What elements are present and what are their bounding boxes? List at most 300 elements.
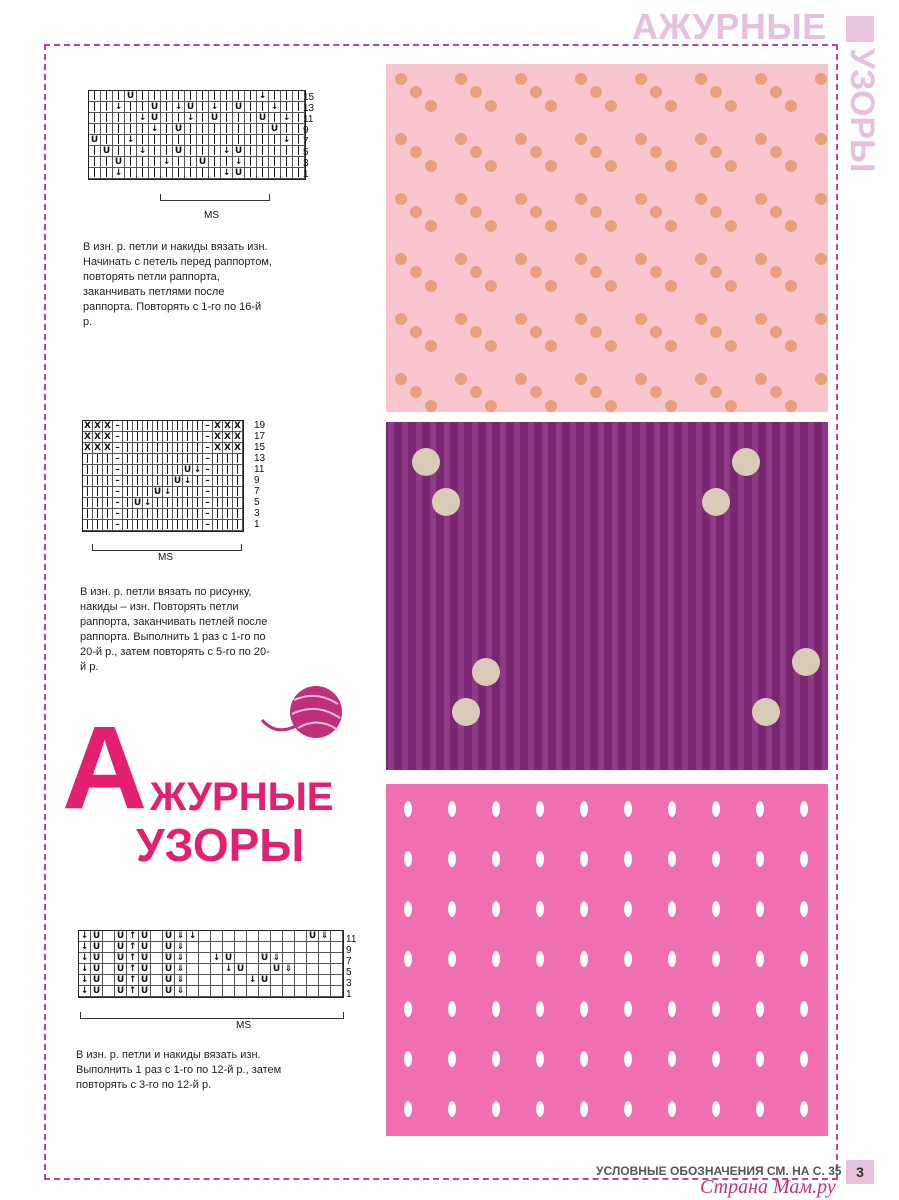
chart-cell: U	[149, 113, 161, 124]
chart-cell: X	[103, 432, 113, 443]
chart-cell: |	[153, 476, 163, 487]
chart-cell: X	[223, 432, 233, 443]
row-number: 3	[254, 508, 260, 519]
chart-cell: |	[245, 124, 257, 135]
chart-cell: U	[233, 102, 245, 113]
chart-cell	[295, 975, 307, 986]
chart-cell	[271, 931, 283, 942]
chart-cell: ↓	[257, 91, 269, 102]
chart-2-grid	[82, 420, 244, 532]
chart-cell: |	[153, 465, 163, 476]
chart-cell: ↑	[127, 931, 139, 942]
chart-cell: U	[91, 953, 103, 964]
chart-cell: U	[115, 931, 127, 942]
chart-cell: |	[221, 102, 233, 113]
chart-cell: |	[173, 443, 183, 454]
chart-cell: |	[213, 498, 223, 509]
chart-cell: U	[259, 953, 271, 964]
chart-cell	[307, 975, 319, 986]
chart-cell: |	[89, 157, 101, 168]
chart-cell: |	[185, 91, 197, 102]
chart-cell: |	[213, 520, 223, 531]
chart-cell: |	[213, 454, 223, 465]
chart-cell: |	[153, 443, 163, 454]
chart-cell: |	[103, 498, 113, 509]
title-line2: УЗОРЫ	[136, 819, 305, 871]
chart-cell	[307, 964, 319, 975]
chart-cell: |	[143, 432, 153, 443]
chart-cell: |	[143, 421, 153, 432]
chart-cell	[259, 964, 271, 975]
chart-2-note: В изн. р. петли вязать по рисунку, накиды – изн. Повторять петли раппорта, заканчивать петлей после раппорта. Выполнить 1 раз с 1-го по 20-й р., затем повторять с 5-го по 20-й р.	[80, 586, 270, 673]
chart-cell	[247, 942, 259, 953]
chart-3	[78, 930, 344, 998]
chart-cell: |	[163, 421, 173, 432]
chart-cell: |	[173, 157, 185, 168]
chart-cell	[331, 942, 343, 953]
chart-cell	[295, 986, 307, 997]
chart-cell: |	[209, 146, 221, 157]
chart-cell	[103, 975, 115, 986]
chart-cell: |	[93, 454, 103, 465]
chart-cell: |	[269, 168, 281, 179]
chart-cell: X	[103, 443, 113, 454]
chart-cell	[247, 986, 259, 997]
chart-cell	[307, 986, 319, 997]
chart-cell: –	[203, 487, 213, 498]
lace-pattern-3	[386, 784, 828, 1136]
chart-cell: U	[163, 942, 175, 953]
chart-3-row-numbers	[346, 934, 356, 1000]
chart-cell	[319, 975, 331, 986]
chart-cell: |	[209, 135, 221, 146]
chart-cell: U	[139, 942, 151, 953]
chart-cell: |	[123, 421, 133, 432]
chart-cell: |	[281, 168, 293, 179]
chart-cell: U	[173, 476, 182, 486]
chart-cell: |	[245, 135, 257, 146]
page-number: 3	[846, 1160, 874, 1184]
chart-cell: |	[193, 498, 203, 509]
chart-cell	[331, 964, 343, 975]
chart-cell: |	[125, 168, 137, 179]
chart-cell: X	[233, 443, 243, 454]
chart-cell: |	[293, 91, 305, 102]
chart-cell: U	[185, 102, 197, 113]
chart-cell: U	[269, 124, 281, 135]
chart-cell: ↓	[211, 953, 223, 964]
chart-cell: |	[197, 135, 209, 146]
chart-cell: |	[209, 168, 221, 179]
chart-cell: –	[203, 443, 213, 454]
chart-cell	[211, 986, 223, 997]
chart-cell: |	[223, 520, 233, 531]
chart-cell: ⇓	[175, 986, 187, 997]
chart-cell: |	[143, 443, 153, 454]
chart-1-ms-label: MS	[204, 210, 219, 221]
chart-cell	[271, 975, 283, 986]
chart-cell: ↑	[127, 953, 139, 964]
chart-cell: |	[233, 454, 243, 465]
chart-cell: |	[293, 102, 305, 113]
chart-cell: |	[93, 498, 103, 509]
chart-cell: |	[233, 487, 243, 498]
chart-cell	[199, 986, 211, 997]
chart-cell: |	[245, 102, 257, 113]
chart-cell	[319, 986, 331, 997]
chart-cell: ↓	[113, 168, 125, 179]
chart-cell: |	[269, 157, 281, 168]
chart-cell	[187, 975, 199, 986]
chart-cell: |	[113, 124, 125, 135]
chart-cell	[103, 986, 115, 997]
chart-cell: |	[123, 465, 133, 476]
chart-cell	[247, 931, 259, 942]
chart-cell: |	[161, 135, 173, 146]
chart-cell	[283, 931, 295, 942]
chart-cell: |	[101, 135, 113, 146]
chart-3-ms-label: MS	[236, 1020, 251, 1031]
chart-cell	[319, 964, 331, 975]
chart-cell: |	[149, 168, 161, 179]
chart-cell: |	[83, 465, 93, 476]
chart-cell: –	[113, 454, 123, 465]
chart-cell: U	[163, 975, 175, 986]
row-number: 7	[346, 956, 352, 967]
chart-cell	[307, 942, 319, 953]
chart-cell: |	[281, 124, 293, 135]
row-number: 7	[254, 486, 260, 497]
chart-cell: |	[173, 432, 183, 443]
chart-cell: U	[91, 964, 103, 975]
swatch-pink	[386, 784, 828, 1136]
chart-cell: |	[133, 509, 143, 520]
chart-cell: ↓	[221, 146, 233, 157]
chart-cell: |	[161, 146, 173, 157]
chart-cell: X	[223, 421, 233, 432]
chart-cell: |	[183, 421, 193, 432]
chart-cell: |	[83, 487, 93, 498]
chart-cell	[223, 942, 235, 953]
chart-cell: |	[213, 509, 223, 520]
chart-cell: |	[223, 454, 233, 465]
chart-cell: |	[103, 509, 113, 520]
chart-cell: –	[203, 498, 213, 509]
row-number: 13	[254, 453, 266, 464]
swatch-purple	[386, 422, 828, 770]
row-number: 5	[254, 497, 260, 508]
chart-cell: –	[113, 509, 123, 520]
chart-1-grid	[88, 90, 306, 180]
chart-cell: U	[115, 942, 127, 953]
chart-cell: |	[293, 146, 305, 157]
chart-cell: |	[113, 146, 125, 157]
chart-cell	[223, 931, 235, 942]
chart-cell	[103, 931, 115, 942]
chart-cell	[235, 975, 247, 986]
chart-cell: |	[103, 487, 113, 498]
chart-cell: |	[89, 168, 101, 179]
chart-cell	[331, 931, 343, 942]
chart-cell: |	[163, 498, 173, 509]
chart-cell: |	[163, 520, 173, 531]
row-number: 1	[346, 989, 352, 1000]
chart-cell: X	[83, 443, 93, 454]
chart-cell: U	[113, 157, 125, 168]
chart-cell: –	[203, 476, 213, 487]
chart-cell: |	[223, 487, 233, 498]
chart-2-ms-bracket	[92, 544, 242, 551]
row-number: 9	[254, 475, 260, 486]
chart-cell: |	[89, 91, 101, 102]
swatch-pink-light	[386, 64, 828, 412]
chart-cell: –	[203, 432, 213, 443]
chart-cell	[211, 964, 223, 975]
row-number: 1	[254, 519, 260, 530]
chart-cell: |	[185, 124, 197, 135]
chart-1-note: В изн. р. петли и накиды вязать изн. Начинать с петель перед раппортом, повторять петли раппорта, заканчивать петлями после раппорта. Повторять с 1-го по 16-й р.	[83, 241, 272, 328]
chart-cell: |	[125, 157, 137, 168]
chart-cell: ⇓	[175, 942, 187, 953]
chart-cell: U	[223, 953, 235, 964]
chart-cell: |	[93, 476, 103, 487]
chart-3-note: В изн. р. петли и накиды вязать изн. Выполнить 1 раз с 1-го по 12-й р., затем повторять с 3-го по 12-й р.	[76, 1049, 282, 1091]
chart-cell: |	[223, 509, 233, 520]
chart-cell: |	[183, 509, 193, 520]
chart-cell	[103, 942, 115, 953]
title-line1-rest: ЖУРНЫЕ	[150, 775, 334, 819]
chart-cell	[247, 953, 259, 964]
chart-cell: |	[233, 91, 245, 102]
chart-cell: |	[103, 476, 113, 487]
chart-cell: X	[233, 432, 243, 443]
chart-cell: |	[193, 432, 203, 443]
chart-cell: |	[245, 168, 257, 179]
chart-1-ms-bracket	[160, 194, 270, 201]
chart-cell: ↓	[79, 986, 91, 997]
row-number: 17	[254, 431, 266, 442]
chart-cell: |	[223, 476, 233, 487]
chart-cell: |	[183, 443, 193, 454]
chart-cell	[235, 953, 247, 964]
chart-cell	[295, 953, 307, 964]
chart-cell: |	[173, 520, 183, 531]
chart-cell	[331, 975, 343, 986]
chart-cell: |	[257, 157, 269, 168]
chart-cell: |	[233, 135, 245, 146]
chart-cell: |	[125, 113, 137, 124]
chart-cell: X	[213, 432, 223, 443]
chart-cell: |	[281, 91, 293, 102]
chart-cell: ⇓	[175, 975, 187, 986]
chart-cell: –	[113, 432, 123, 443]
chart-cell: X	[93, 432, 103, 443]
chart-cell: |	[233, 498, 243, 509]
row-number: 15	[303, 92, 315, 103]
chart-cell	[259, 931, 271, 942]
chart-cell: U	[153, 487, 162, 497]
lace-pattern-1	[386, 64, 828, 412]
chart-3-grid	[78, 930, 344, 998]
chart-cell: |	[163, 509, 173, 520]
chart-cell: ↓	[149, 124, 161, 135]
chart-cell	[283, 986, 295, 997]
row-number: 5	[303, 147, 309, 158]
header-block	[846, 16, 874, 42]
chart-cell: |	[193, 509, 203, 520]
chart-cell: |	[245, 157, 257, 168]
chart-cell: |	[183, 498, 193, 509]
chart-cell	[187, 986, 199, 997]
chart-cell: |	[185, 168, 197, 179]
chart-cell: X	[93, 421, 103, 432]
chart-cell	[271, 942, 283, 953]
chart-cell	[235, 942, 247, 953]
chart-cell: |	[83, 476, 93, 487]
row-number: 19	[254, 420, 266, 431]
chart-cell: ↓	[269, 102, 281, 113]
chart-cell: |	[163, 443, 173, 454]
chart-cell: |	[257, 102, 269, 113]
chart-cell	[331, 986, 343, 997]
chart-cell: |	[197, 146, 209, 157]
chart-cell: |	[89, 124, 101, 135]
chart-cell: U	[197, 157, 209, 168]
chart-cell: –	[113, 520, 123, 531]
chart-cell: ↑	[127, 975, 139, 986]
chart-cell: X	[213, 443, 223, 454]
chart-cell	[199, 975, 211, 986]
chart-cell: ↓	[221, 168, 233, 179]
chart-cell: |	[89, 113, 101, 124]
chart-cell: –	[113, 487, 123, 498]
chart-cell: |	[133, 454, 143, 465]
chart-cell: U	[139, 986, 151, 997]
chart-cell	[151, 931, 163, 942]
chart-cell: |	[93, 509, 103, 520]
chart-cell: |	[133, 465, 143, 476]
chart-cell: ↓	[79, 964, 91, 975]
chart-cell: |	[153, 421, 163, 432]
chart-cell: |	[113, 135, 125, 146]
chart-cell: |	[101, 124, 113, 135]
row-number: 3	[303, 158, 309, 169]
chart-cell: |	[193, 476, 203, 487]
chart-cell: X	[233, 421, 243, 432]
chart-cell: |	[133, 520, 143, 531]
chart-cell: |	[209, 124, 221, 135]
row-number: 1	[303, 169, 309, 180]
chart-cell: |	[233, 476, 243, 487]
chart-cell: U	[307, 931, 319, 942]
chart-cell: U	[115, 964, 127, 975]
chart-cell	[283, 953, 295, 964]
chart-cell: |	[183, 487, 193, 498]
chart-cell: |	[133, 443, 143, 454]
chart-cell: –	[113, 421, 123, 432]
chart-cell: |	[193, 454, 203, 465]
chart-cell: –	[203, 465, 213, 476]
chart-cell: |	[143, 465, 153, 476]
chart-cell	[151, 964, 163, 975]
chart-cell: |	[293, 168, 305, 179]
chart-cell: |	[221, 157, 233, 168]
chart-cell: |	[197, 168, 209, 179]
chart-cell: |	[89, 146, 101, 157]
chart-cell: U	[173, 146, 185, 157]
chart-cell	[283, 942, 295, 953]
chart-cell: |	[223, 498, 233, 509]
chart-2	[82, 420, 244, 532]
chart-cell: |	[183, 432, 193, 443]
chart-cell: |	[213, 476, 223, 487]
chart-cell	[151, 986, 163, 997]
chart-cell: U	[91, 975, 103, 986]
chart-cell: |	[143, 487, 153, 498]
chart-cell: ↓	[193, 465, 202, 475]
chart-cell: |	[293, 113, 305, 124]
chart-cell: |	[137, 124, 149, 135]
chart-cell: |	[143, 454, 153, 465]
chart-cell: –	[203, 520, 213, 531]
chart-cell: ⇓	[283, 964, 295, 975]
chart-cell: U	[139, 931, 151, 942]
chart-cell: |	[193, 487, 203, 498]
chart-cell: U	[257, 113, 269, 124]
row-number: 9	[303, 125, 309, 136]
chart-cell: |	[123, 476, 133, 487]
chart-cell: |	[221, 91, 233, 102]
chart-cell: |	[257, 168, 269, 179]
chart-cell: |	[143, 520, 153, 531]
chart-cell	[151, 953, 163, 964]
chart-cell: U	[235, 964, 247, 975]
chart-cell	[187, 964, 199, 975]
chart-cell: |	[123, 487, 133, 498]
chart-cell: |	[281, 146, 293, 157]
chart-cell: ⇓	[271, 953, 283, 964]
chart-cell: |	[153, 520, 163, 531]
row-number: 11	[254, 464, 265, 475]
chart-cell: ↓	[137, 146, 149, 157]
chart-cell: ↑	[127, 986, 139, 997]
chart-cell: |	[125, 102, 137, 113]
row-number: 9	[346, 945, 352, 956]
chart-cell: |	[161, 168, 173, 179]
chart-2-row-numbers	[254, 420, 265, 530]
chart-cell: ↓	[79, 942, 91, 953]
chart-cell: |	[83, 454, 93, 465]
chart-cell	[235, 931, 247, 942]
chart-cell: |	[183, 520, 193, 531]
chart-cell: |	[173, 465, 183, 476]
chart-cell: |	[233, 520, 243, 531]
chart-cell	[151, 942, 163, 953]
chart-cell	[319, 942, 331, 953]
chart-cell: |	[125, 124, 137, 135]
chart-cell: U	[173, 124, 185, 135]
chart-cell: |	[223, 465, 233, 476]
chart-cell: |	[123, 509, 133, 520]
chart-cell: |	[133, 432, 143, 443]
chart-cell	[295, 931, 307, 942]
chart-cell	[199, 953, 211, 964]
chart-cell: |	[113, 113, 125, 124]
row-number: 11	[346, 934, 357, 945]
row-number: 15	[254, 442, 266, 453]
chart-cell	[199, 964, 211, 975]
chart-cell	[331, 953, 343, 964]
